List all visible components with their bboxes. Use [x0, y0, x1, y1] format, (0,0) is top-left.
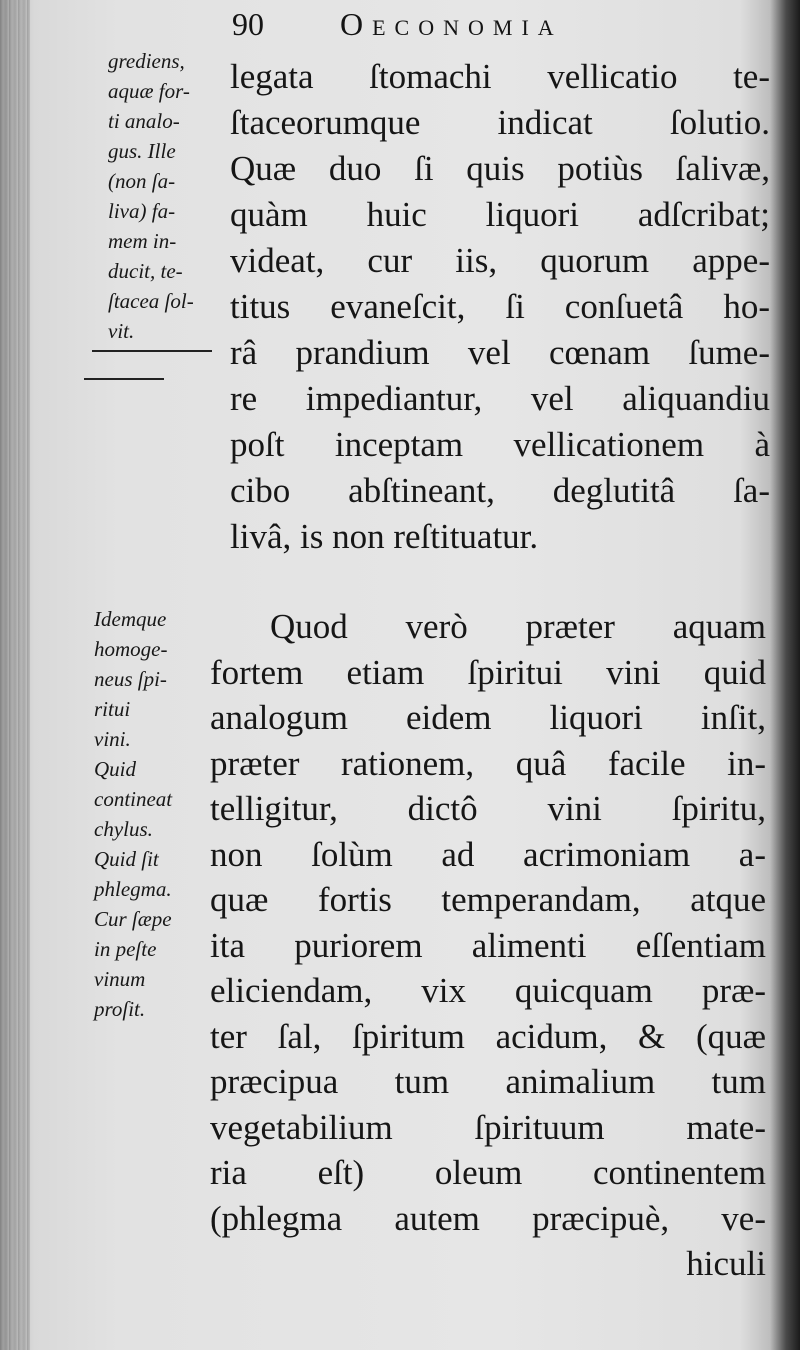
marginal-underline — [84, 378, 164, 380]
text-line: ſtaceorumque indicat ſolutio. — [230, 103, 770, 142]
text-line: re impediantur, vel aliquandiu — [230, 379, 770, 418]
text-line: analogum eidem liquori inſit, — [210, 698, 766, 737]
marginal-note-line: proſit. — [94, 997, 146, 1021]
text-line: (phlegma autem præcipuè, ve- — [210, 1198, 766, 1238]
page-number: 90 — [232, 6, 264, 42]
marginal-note-line: vinum — [94, 967, 146, 991]
marginal-note-line: in peſte — [94, 937, 157, 961]
marginal-note-line: grediens, — [108, 49, 185, 73]
text-line: eliciendam, vix quicquam præ- — [210, 971, 766, 1010]
text-line: præcipua tum animalium tum — [210, 1062, 766, 1101]
marginal-note-line: aquæ for- — [108, 79, 190, 103]
text-line: Quod verò præter aquam — [270, 607, 766, 646]
text-line: quæ fortis temperandam, atque — [210, 880, 766, 919]
marginal-note-line: chylus. — [94, 817, 153, 841]
page-header — [232, 4, 712, 48]
paragraph — [210, 54, 770, 560]
text-line: titus evaneſcit, ſi conſuetâ ho- — [230, 287, 770, 326]
text-line: râ prandium vel cœnam ſume- — [230, 333, 770, 372]
text-line: quàm huic liquori adſcribat; — [230, 195, 770, 234]
text-line: Quæ duo ſi quis potiùs ſalivæ, — [230, 149, 770, 188]
catchword: hiculi — [686, 1244, 766, 1283]
marginal-note-line: neus ſpi- — [94, 667, 167, 691]
text-line: fortem etiam ſpiritui vini quid — [210, 652, 766, 692]
paragraph — [210, 604, 766, 1287]
text-line: telligitur, dictô vini ſpiritu, — [210, 789, 766, 828]
marginal-note-line: Idemque — [94, 607, 167, 631]
text-line: poſt inceptam vellicationem à — [230, 425, 770, 464]
marginal-note-line: Quid ſit — [94, 847, 159, 871]
marginal-note-line: Cur ſæpe — [94, 907, 172, 931]
running-title: Oeconomia — [340, 6, 563, 42]
text-line: cibo abſtineant, deglutitâ ſa- — [230, 471, 770, 510]
marginal-note-line: gus. Ille — [108, 139, 176, 163]
main-text-block — [210, 54, 770, 1283]
text-line: legata ſtomachi vellicatio te- — [230, 57, 770, 96]
text-line: non ſolùm ad acrimoniam a- — [210, 834, 766, 874]
text-line: vegetabilium ſpirituum mate- — [210, 1107, 766, 1147]
marginal-note-line: vini. — [94, 727, 131, 751]
marginal-note-line: liva) fa- — [108, 199, 176, 223]
text-line: ria eſt) oleum continentem — [210, 1153, 766, 1192]
marginal-note-line: homoge- — [94, 637, 168, 661]
marginal-note-line: phlegma. — [94, 877, 172, 901]
marginal-note-line: vit. — [108, 319, 135, 343]
text-line: livâ, is non reſtituatur. — [230, 517, 539, 556]
marginal-note-line: ſtacea ſol- — [108, 289, 194, 313]
marginal-note-line: contineat — [94, 787, 173, 811]
text-line: ter ſal, ſpiritum acidum, & (quæ — [210, 1016, 766, 1056]
marginal-underline — [92, 350, 212, 352]
page-binding-edge — [0, 0, 30, 1350]
marginal-note-line: Quid — [94, 757, 136, 781]
marginal-note-line: ducit, te- — [108, 259, 183, 283]
text-line: præter rationem, quâ facile in- — [210, 743, 766, 783]
marginal-note-line: ti analo- — [108, 109, 180, 133]
marginal-note-line: (non ſa- — [108, 169, 176, 193]
text-line: ita puriorem alimenti eſſentiam — [210, 925, 766, 965]
marginal-note-line: mem in- — [108, 229, 177, 253]
text-line: videat, cur iis, quorum appe- — [230, 241, 770, 280]
marginal-note-line: ritui — [94, 697, 131, 721]
